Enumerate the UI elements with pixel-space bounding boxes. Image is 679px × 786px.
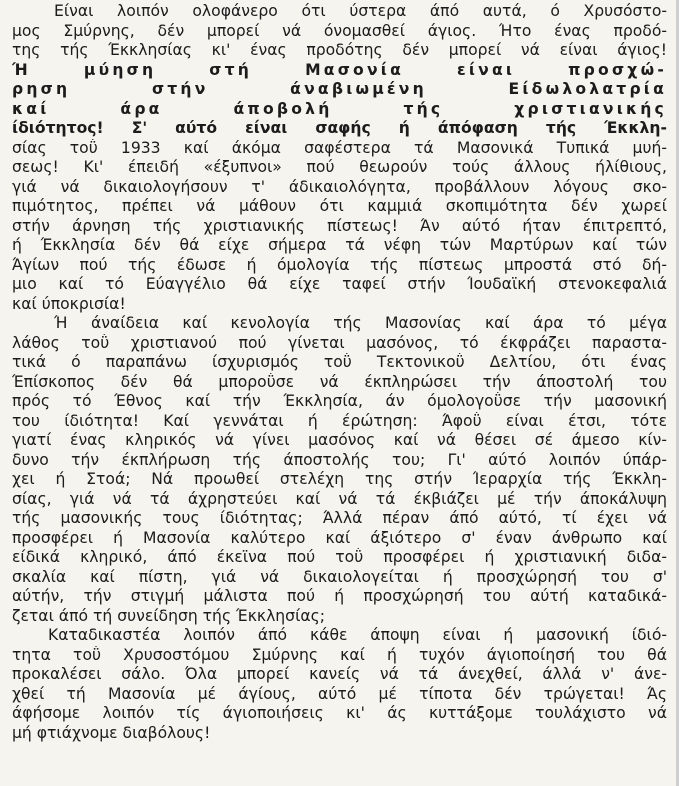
- text-line: δυνο τήν έκπλήρωση τής άποστολής του; Γι' αύτό λοιπόν ύπάρ-: [12, 450, 667, 469]
- text-line: τής μασονικής τους ίδιότητας; Άλλά πέραν άπό αύτό, τί έχει νά: [12, 509, 667, 527]
- text-line: καί ύποκρισία!: [12, 294, 126, 313]
- text-line: γιατί ένας κληρικός νά γίνει μασόνος καί νά θέσει σέ άμεσο κίν-: [12, 431, 667, 449]
- text-line: προκαλέσει σάλο. Όλα μπορεί κανείς νά τά άνεχθεί, άλλά ν' άνε-: [12, 665, 667, 683]
- text-line: χθεί τή Μασονία μέ άγίους, αύτό μέ τίποτα δέν τρώγεται! Άς: [12, 684, 667, 703]
- text-line: ρηση στήν άναβιωμένη Είδωλολατρία: [12, 80, 667, 98]
- text-line: σίας, γιά νά τά άχρηστεύει καί νά τά έκβιάζει μέ τήν άποκάλυψη: [12, 489, 667, 508]
- text-line: του ίδιότητα! Καί γεννάται ή έρώτηση: Άφοΰ είναι έτσι, τότε: [12, 411, 667, 430]
- text-line: Ή άναίδεια καί κενολογία τής Μασονίας καί άρα τό μέγα: [54, 314, 667, 332]
- text-line: άφήσομε λοιπόν τίς άγιοποιήσεις κι' άς κυττάξομε τουλάχιστο νά: [12, 704, 667, 722]
- text-line: Άγίων πού τής έδωσε ή όμολογία τής πίστεως μπροστά στό δή-: [12, 255, 667, 274]
- text-line: προσφέρει ή Μασονία καλύτερο καί άξιότερο σ' έναν άνθρωπο καί: [12, 528, 667, 547]
- text-line: πρός τό Έθνος καί τήν Έκκλησία, άν όμολογοΰσε τήν μασονική: [12, 392, 667, 410]
- text-line: σεως! Κι' έπειδή «έξυπνοι» πού θεωρούν τούς άλλους ήλίθιους,: [12, 158, 667, 176]
- article-body: [12, 2, 667, 743]
- text-line: σκαλία καί πίστη, γιά νά δικαιολογείται ή προσχώρησή του σ': [12, 567, 667, 586]
- text-line: σίας τοΰ 1933 καί άκόμα σαφέστερα τά Μασονικά Τυπικά μυή-: [12, 138, 667, 157]
- text-line: Ή μύηση στή Μασονία είναι προσχώ-: [12, 60, 667, 79]
- text-line: Καταδικαστέα λοιπόν άπό κάθε άποψη είναι ή μασονική ίδιό-: [48, 626, 667, 644]
- text-line: Είναι λοιπόν ολοφάνερο ότι ύστερα άπό αυτά, ό Χρυσόστο-: [54, 2, 667, 20]
- text-line: ή Έκκλησία δέν θά είχε σήμερα τά νέφη τών Μαρτύρων καί τών: [12, 236, 667, 254]
- text-line: μιο καί τό Εύαγγέλιο θά είχε ταφεί στήν Ίουδαϊκή στενοκεφαλιά: [12, 275, 667, 293]
- text-line: μή φτιάχνομε διαβόλους!: [12, 723, 211, 742]
- text-line: Έπίσκοπος δέν θά μποροΰσε νά έκπληρώσει τήν άποστολή του: [12, 372, 667, 391]
- text-line: τητα τοΰ Χρυσοστόμου Σμύρνης καί ή τυχόν άγιοποίησή του θά: [12, 645, 667, 664]
- text-line: ζεται άπό τή συνείδηση τής Έκκλησίας;: [12, 606, 326, 625]
- text-line: χει ή Στοά; Νά προωθεί στελέχη της στήν Ίεραρχία τής Έκκλη-: [12, 470, 667, 488]
- text-line: ίδιότητος! Σ' αύτό είναι σαφής ή άπόφαση τής Έκκλη-: [12, 119, 667, 137]
- text-line: μος Σμύρνης, δέν μπορεί νά όνομασθεί άγιος. Ήτο ένας προδό-: [12, 21, 667, 40]
- text-line: στήν άρνηση τής χριστιανικής πίστεως! Άν αύτό ήταν έπιτρεπτό,: [12, 216, 667, 235]
- text-line: γιά νά δικαιολογήσουν τ' άδικαιολόγητα, προβάλλουν λόγους σκο-: [12, 177, 667, 196]
- text-line: είδικά κληρικό, άπό έκεϊνα πού τοΰ προσφέρει ή χριστιανική διδα-: [12, 548, 667, 566]
- text-line: πιμότητος, πρέπει νά μάθουν ότι καμμιά σκοπιμότητα δέν χωρεί: [12, 197, 667, 215]
- text-line: αύτήν, τήν στιγμή μάλιστα πού ή προσχώρησή του αύτή καταδικά-: [12, 587, 667, 605]
- text-line: λάθος τοΰ χριστιανού πού γίνεται μασόνος, τό έκφράζει παραστα-: [12, 333, 667, 352]
- text-line: τικά ό παραπάνω ίσχυρισμός τοΰ Τεκτονικοΰ Δελτίου, ότι ένας: [12, 353, 667, 371]
- text-line: της τής Έκκλησίας κι' ένας προδότης δέν μπορεί νά είναι άγιος!: [12, 41, 667, 59]
- text-line: καί άρα άποβολή τής χριστιανικής: [12, 99, 667, 118]
